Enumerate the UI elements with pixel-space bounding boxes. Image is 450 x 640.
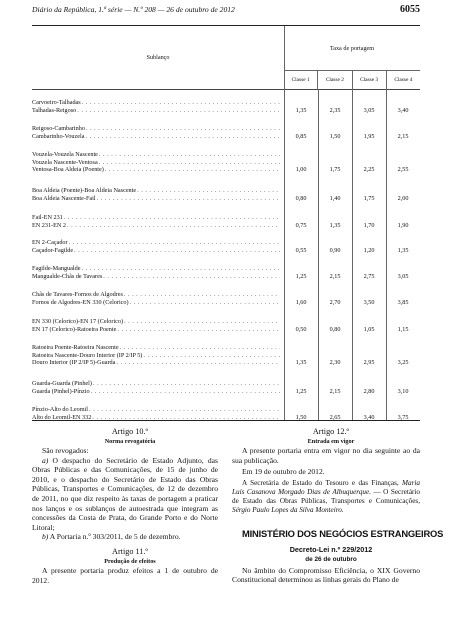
header-classes	[284, 70, 420, 89]
sublanco-label: Ratoeira Nascente-Douro Interior (IP 2/IP 5)	[32, 351, 143, 359]
leader-dots	[103, 273, 280, 281]
leader-dots	[89, 406, 280, 414]
sublanco-name	[32, 265, 280, 273]
sublanco-label: Fornos de Algodres-EN 330 (Celorico)	[32, 298, 129, 306]
sublanco-label: Ventosa-Boa Aldeia (Poente)	[32, 166, 104, 174]
toll-values	[284, 247, 420, 255]
sublanco-label: Reigoso-Cambarinho	[32, 125, 85, 132]
leader-dots	[91, 388, 280, 396]
sublanco-label: Ratoeira Poente-Ratoeira Nascente	[32, 344, 119, 351]
leader-dots	[93, 380, 280, 388]
article-12-subtitle: Entrada em vigor	[307, 438, 355, 445]
toll-value-classe-1: 1,35	[295, 359, 307, 367]
toll-value-classe-3: 1,70	[363, 221, 375, 229]
table-header	[32, 26, 420, 90]
leader-dots	[77, 107, 280, 115]
sublanco-name	[32, 133, 280, 141]
toll-value-classe-1: 1,00	[295, 166, 307, 174]
right-column	[232, 427, 444, 585]
leader-dots	[99, 151, 280, 159]
sublanco-names	[32, 380, 280, 395]
table-row-group	[32, 151, 420, 174]
page-number: 6055	[400, 4, 420, 15]
decree-text: No âmbito do Compromisso Eficiência, o XIX Governo Constitucional determinou as linhas gerais do Plano de	[232, 565, 420, 585]
table-row-group	[32, 291, 420, 306]
toll-value-classe-1: 0,85	[295, 132, 307, 140]
ministry-heading: MINISTÉRIO DOS NEGÓCIOS ESTRANGEIROS	[242, 527, 444, 539]
sublanco-label: Boa Aldeia Nascente-Fail	[32, 194, 96, 202]
sublanco-label: Fail-EN 231	[32, 214, 63, 221]
table-row-group	[32, 214, 420, 229]
header-classe-4: Classe 4	[386, 70, 420, 89]
sublanco-label: EN 17 (Celorico)-Ratoeira Poente	[32, 325, 117, 333]
sublanco-name	[32, 166, 280, 174]
toll-value-classe-2: 1,75	[329, 166, 341, 174]
article-11-subtitle: Produção de efeitos	[104, 557, 156, 565]
sublanco-name	[32, 326, 280, 334]
sublanco-label: EN 330 (Celorico)-EN 17 (Celorico)	[32, 318, 124, 325]
leader-dots	[81, 265, 280, 273]
sublanco-label: EN 231-EN 2	[32, 221, 67, 229]
table-row-group	[32, 239, 420, 254]
leader-dots	[85, 133, 280, 141]
toll-value-classe-2: 2,15	[329, 272, 341, 280]
sublanco-name	[32, 414, 280, 422]
toll-value-classe-1: 1,35	[295, 106, 307, 114]
toll-value-classe-3: 3,40	[363, 413, 375, 421]
article-10-intro: São revogados:	[42, 446, 89, 455]
toll-value-classe-4: 2,55	[397, 166, 409, 174]
toll-value-classe-4: 3,25	[397, 359, 409, 367]
sublanco-names	[32, 344, 280, 367]
sublanco-name	[32, 406, 280, 414]
toll-value-classe-4: 2,15	[397, 132, 409, 140]
leader-dots	[99, 159, 280, 167]
toll-values	[284, 107, 420, 115]
table-row-group	[32, 265, 420, 280]
toll-table	[32, 25, 420, 421]
toll-value-classe-4: 1,90	[397, 221, 409, 229]
sublanco-name	[32, 125, 280, 133]
toll-value-classe-2: 2,70	[329, 298, 341, 306]
toll-values	[284, 326, 420, 334]
sublanco-label: Fagilde-Mangualde	[32, 265, 81, 272]
sublanco-label: Vouzela-Vouzela Nascente	[32, 151, 98, 158]
toll-values	[284, 388, 420, 396]
sublanco-names	[32, 214, 280, 229]
article-10-item-a: a) O despacho do Secretário de Estado Adjunto, das Obras Públicas e das Comunicações, de 15 de junho de 2010, e o despacho do Secretário de Estado das Obras Públicas, Transportes e Comunicações, de 12 de dezembro de 2011, no que diz respeito às taxas de portagem a praticar nos lanços e os sublanços de autoestrada que integram as concessões da Costa de Prata, do Grande Porto e do Norte Litoral;	[32, 455, 218, 532]
header-classe-2: Classe 2	[317, 70, 351, 89]
toll-value-classe-2: 2,65	[329, 413, 341, 421]
sublanco-name	[32, 214, 280, 222]
sublanco-names	[32, 318, 280, 333]
sublanco-name	[32, 318, 280, 326]
sublanco-label: EN 2-Caçador	[32, 239, 68, 246]
toll-value-classe-3: 1,05	[363, 325, 375, 333]
leader-dots	[67, 222, 280, 230]
leader-dots	[143, 352, 280, 360]
toll-value-classe-2: 0,80	[329, 325, 341, 333]
table-row-group	[32, 380, 420, 395]
header-taxa-portagem: Taxa de portagem	[284, 26, 420, 71]
sublanco-label: Carvoeiro-Talhadas	[32, 99, 81, 106]
sublanco-label: Chãs de Tavares-Fornos de Algodres	[32, 291, 123, 298]
header-classe-1: Classe 1	[291, 76, 310, 83]
leader-dots	[74, 247, 280, 255]
article-10-title: Artigo 10.º	[111, 427, 149, 436]
sublanco-label: Pínzio-Alto do Leomil	[32, 406, 89, 413]
toll-value-classe-3: 3,50	[363, 298, 375, 306]
leader-dots	[120, 344, 280, 352]
decree-title: Decreto-Lei n.º 229/2012	[289, 544, 373, 554]
toll-value-classe-2: 2,35	[329, 106, 341, 114]
toll-values	[284, 359, 420, 367]
sublanco-name	[32, 388, 280, 396]
sublanco-label: Cambarinho-Vouzela	[32, 132, 85, 140]
sublanco-names	[32, 239, 280, 254]
header-sublanco: Sublanço	[32, 26, 285, 89]
article-11-title: Artigo 11.º	[112, 546, 148, 556]
table-row-group	[32, 187, 420, 202]
toll-value-classe-4: 3,05	[397, 272, 409, 280]
toll-value-classe-1: 0,80	[295, 194, 307, 202]
signature-date: Em 19 de outubro de 2012.	[242, 467, 325, 477]
toll-value-classe-2: 2,15	[329, 387, 341, 395]
leader-dots	[97, 195, 280, 203]
table-row-group	[32, 344, 420, 367]
leader-dots	[130, 299, 280, 307]
toll-value-classe-4: 2,00	[397, 194, 409, 202]
signatures: A Secretária de Estado do Tesouro e das Finanças, Maria Luís Casanova Morgado Dias de Albuquerque. — O Secretário de Estado das Obras Públicas, Transportes e Comunicações, Sérgio Paulo Lopes da Silva Monteiro.	[232, 478, 420, 515]
sublanco-name	[32, 99, 280, 107]
toll-value-classe-1: 1,25	[295, 272, 307, 280]
leader-dots	[117, 326, 280, 334]
article-10-subtitle: Norma revogatória	[104, 438, 156, 445]
toll-value-classe-3: 2,75	[363, 272, 375, 280]
sublanco-label: Guarda (Pinhel)-Pínzio	[32, 387, 90, 395]
toll-value-classe-3: 3,05	[363, 106, 375, 114]
article-11-text: A presente portaria produz efeitos a 1 de outubro de 2012.	[32, 565, 218, 585]
leader-dots	[86, 125, 280, 133]
toll-value-classe-1: 0,55	[295, 246, 307, 254]
sublanco-names	[32, 125, 280, 140]
sublanco-label: Talhadas-Reigoso	[32, 106, 77, 114]
table-row-group	[32, 125, 420, 140]
toll-value-classe-1: 0,75	[295, 221, 307, 229]
sublanco-label: Douro Interior (IP 2/IP 5)-Guarda	[32, 359, 116, 367]
leader-dots	[105, 166, 280, 174]
sublanco-name	[32, 273, 280, 281]
toll-value-classe-2: 1,35	[329, 221, 341, 229]
journal-title: Diário da República, 1.ª série — N.º 208 — 26 de outubro de 2012	[32, 5, 235, 14]
table-row-group	[32, 318, 420, 333]
toll-value-classe-1: 1,60	[295, 298, 307, 306]
sublanco-label: Mangualde-Chãs de Tavares	[32, 272, 103, 280]
sublanco-name	[32, 159, 280, 167]
sublanco-names	[32, 187, 280, 202]
toll-value-classe-4: 1,15	[397, 325, 409, 333]
leader-dots	[92, 414, 280, 422]
toll-value-classe-2: 1,40	[329, 194, 341, 202]
toll-value-classe-3: 1,95	[363, 132, 375, 140]
sublanco-name	[32, 247, 280, 255]
decree-date: de 26 de outubro	[305, 555, 357, 563]
toll-value-classe-1: 1,25	[295, 387, 307, 395]
table-row-group	[32, 99, 420, 114]
toll-value-classe-2: 0,90	[329, 246, 341, 254]
sublanco-name	[32, 291, 280, 299]
toll-value-classe-4: 1,35	[397, 246, 409, 254]
sublanco-name	[32, 151, 280, 159]
leader-dots	[124, 318, 280, 326]
toll-value-classe-4: 3,10	[397, 387, 409, 395]
table-row-group	[32, 406, 420, 421]
toll-value-classe-3: 1,20	[363, 246, 375, 254]
toll-value-classe-3: 2,95	[363, 359, 375, 367]
toll-value-classe-1: 0,50	[295, 325, 307, 333]
sublanco-name	[32, 222, 280, 230]
sublanco-names	[32, 151, 280, 174]
sublanco-label: Alto do Leomil-EN 332	[32, 413, 92, 421]
sublanco-names	[32, 99, 280, 114]
leader-dots	[69, 239, 280, 247]
leader-dots	[116, 359, 280, 367]
page-header	[32, 5, 420, 19]
toll-values	[284, 166, 420, 174]
sublanco-name	[32, 352, 280, 360]
sublanco-name	[32, 344, 280, 352]
article-12-text: A presente portaria entra em vigor no dia seguinte ao da sua publicação.	[232, 446, 420, 465]
sublanco-label: Vouzela Nascente-Ventosa	[32, 158, 98, 166]
article-10-item-b: b) A Portaria n.º 303/2011, de 5 de dezembro.	[42, 532, 181, 542]
sublanco-names	[32, 291, 280, 306]
sublanco-names	[32, 406, 280, 421]
toll-value-classe-2: 2,30	[329, 359, 341, 367]
sublanco-label: Boa Aldeia (Poente)-Boa Aldeia Nascente	[32, 187, 137, 194]
toll-value-classe-4: 3,85	[397, 298, 409, 306]
article-12-title: Artigo 12.º	[312, 427, 350, 436]
leader-dots	[124, 291, 280, 299]
toll-values	[284, 273, 420, 281]
toll-values	[284, 222, 420, 230]
toll-values	[284, 414, 420, 422]
leader-dots	[137, 187, 280, 195]
toll-value-classe-3: 1,75	[363, 194, 375, 202]
sublanco-name	[32, 359, 280, 367]
leader-dots	[82, 99, 280, 107]
toll-values	[284, 299, 420, 307]
sublanco-names	[32, 265, 280, 280]
sublanco-name	[32, 239, 280, 247]
toll-value-classe-4: 3,75	[397, 413, 409, 421]
toll-value-classe-4: 3,40	[397, 106, 409, 114]
toll-value-classe-3: 2,25	[363, 166, 375, 174]
toll-values	[284, 195, 420, 203]
sublanco-name	[32, 380, 280, 388]
sublanco-label: Guarda-Guarda (Pinhel)	[32, 380, 92, 387]
header-classe-3: Classe 3	[352, 70, 386, 89]
sublanco-name	[32, 107, 280, 115]
sublanco-name	[32, 187, 280, 195]
sublanco-name	[32, 299, 280, 307]
toll-value-classe-3: 2,80	[363, 387, 375, 395]
left-column	[32, 427, 218, 585]
toll-value-classe-2: 1,50	[329, 132, 341, 140]
sublanco-name	[32, 195, 280, 203]
toll-value-classe-1: 1,50	[295, 413, 307, 421]
leader-dots	[64, 214, 280, 222]
sublanco-label: Caçador-Fagilde	[32, 246, 74, 254]
toll-values	[284, 133, 420, 141]
